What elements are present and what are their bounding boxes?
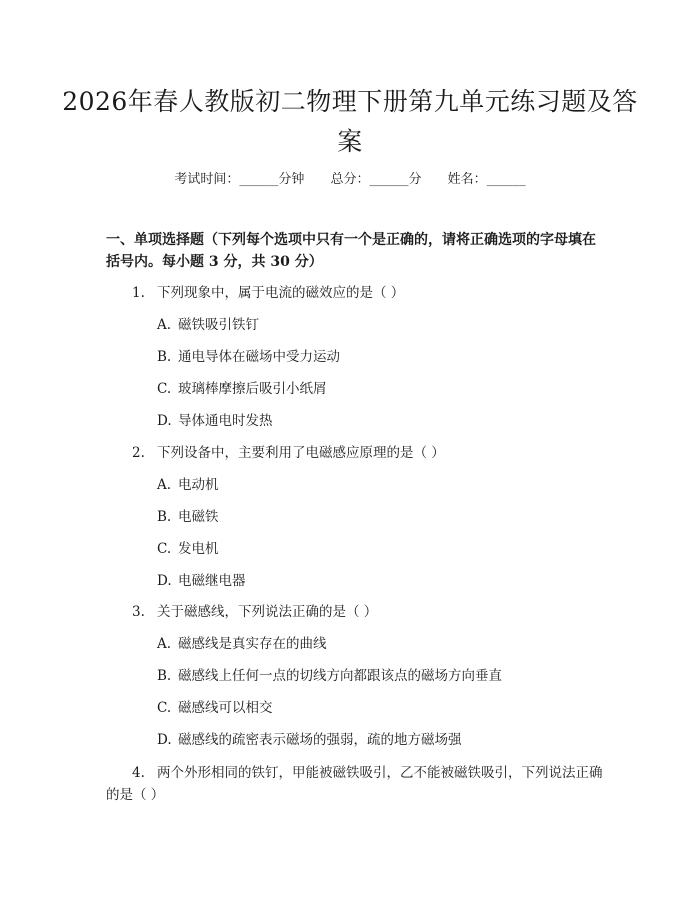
option-letter: D. (157, 732, 172, 748)
section-heading: 一、单项选择题（下列每个选项中只有一个是正确的，请将正确选项的字母填在括号内。每小题 3 分，共 30 分） (106, 232, 596, 270)
option-3a (157, 634, 327, 654)
option-2d (157, 571, 246, 591)
option-letter: A. (157, 477, 172, 493)
option-letter: C. (157, 700, 172, 716)
question-2 (132, 443, 445, 463)
option-3c (157, 698, 273, 718)
question-text: 关于磁感线，下列说法正确的是（ ） (157, 604, 378, 620)
option-text: 磁感线上任何一点的切线方向都跟该点的磁场方向垂直 (178, 668, 502, 684)
option-text: 玻璃棒摩擦后吸引小纸屑 (178, 381, 327, 397)
option-text: 通电导体在磁场中受力运动 (178, 349, 340, 365)
question-4 (106, 762, 606, 806)
option-1c (157, 379, 327, 399)
option-2b (157, 507, 219, 527)
question-1 (132, 283, 404, 303)
option-2a (157, 475, 219, 495)
option-letter: D. (157, 413, 172, 429)
option-letter: A. (157, 636, 172, 652)
option-text: 发电机 (178, 541, 219, 557)
option-text: 电磁铁 (178, 509, 219, 525)
question-number: 2. (132, 445, 145, 461)
question-3 (132, 602, 377, 622)
student-name-field: 姓名：______ (447, 172, 526, 187)
option-3b (157, 666, 502, 686)
question-text: 两个外形相同的铁钉，甲能被磁铁吸引，乙不能被磁铁吸引，下列说法正确的是（ ） (106, 765, 603, 803)
page-title: 2026年春人教版初二物理下册第九单元练习题及答案 (62, 87, 638, 156)
option-text: 磁感线是真实存在的曲线 (178, 636, 327, 652)
option-1b (157, 347, 340, 367)
question-text: 下列现象中，属于电流的磁效应的是（ ） (157, 285, 405, 301)
option-letter: C. (157, 381, 172, 397)
question-number: 4. (132, 765, 145, 781)
option-text: 磁感线可以相交 (178, 700, 273, 716)
exam-info (0, 168, 700, 187)
question-text: 下列设备中，主要利用了电磁感应原理的是（ ） (157, 445, 445, 461)
option-letter: A. (157, 317, 172, 333)
exam-time-field: 考试时间：______分钟 (174, 172, 305, 187)
option-letter: B. (157, 509, 172, 525)
option-text: 磁感线的疏密表示磁场的强弱，疏的地方磁场强 (178, 732, 462, 748)
option-letter: B. (157, 349, 172, 365)
option-1d (157, 411, 273, 431)
option-letter: D. (157, 573, 172, 589)
option-1a (157, 315, 259, 335)
option-text: 导体通电时发热 (178, 413, 273, 429)
option-letter: B. (157, 668, 172, 684)
option-text: 电磁继电器 (178, 573, 246, 589)
total-score-field: 总分：______分 (330, 172, 422, 187)
option-letter: C. (157, 541, 172, 557)
option-text: 磁铁吸引铁钉 (178, 317, 259, 333)
option-text: 电动机 (178, 477, 219, 493)
option-3d (157, 730, 462, 750)
question-number: 3. (132, 604, 145, 620)
question-number: 1. (132, 285, 145, 301)
option-2c (157, 539, 219, 559)
